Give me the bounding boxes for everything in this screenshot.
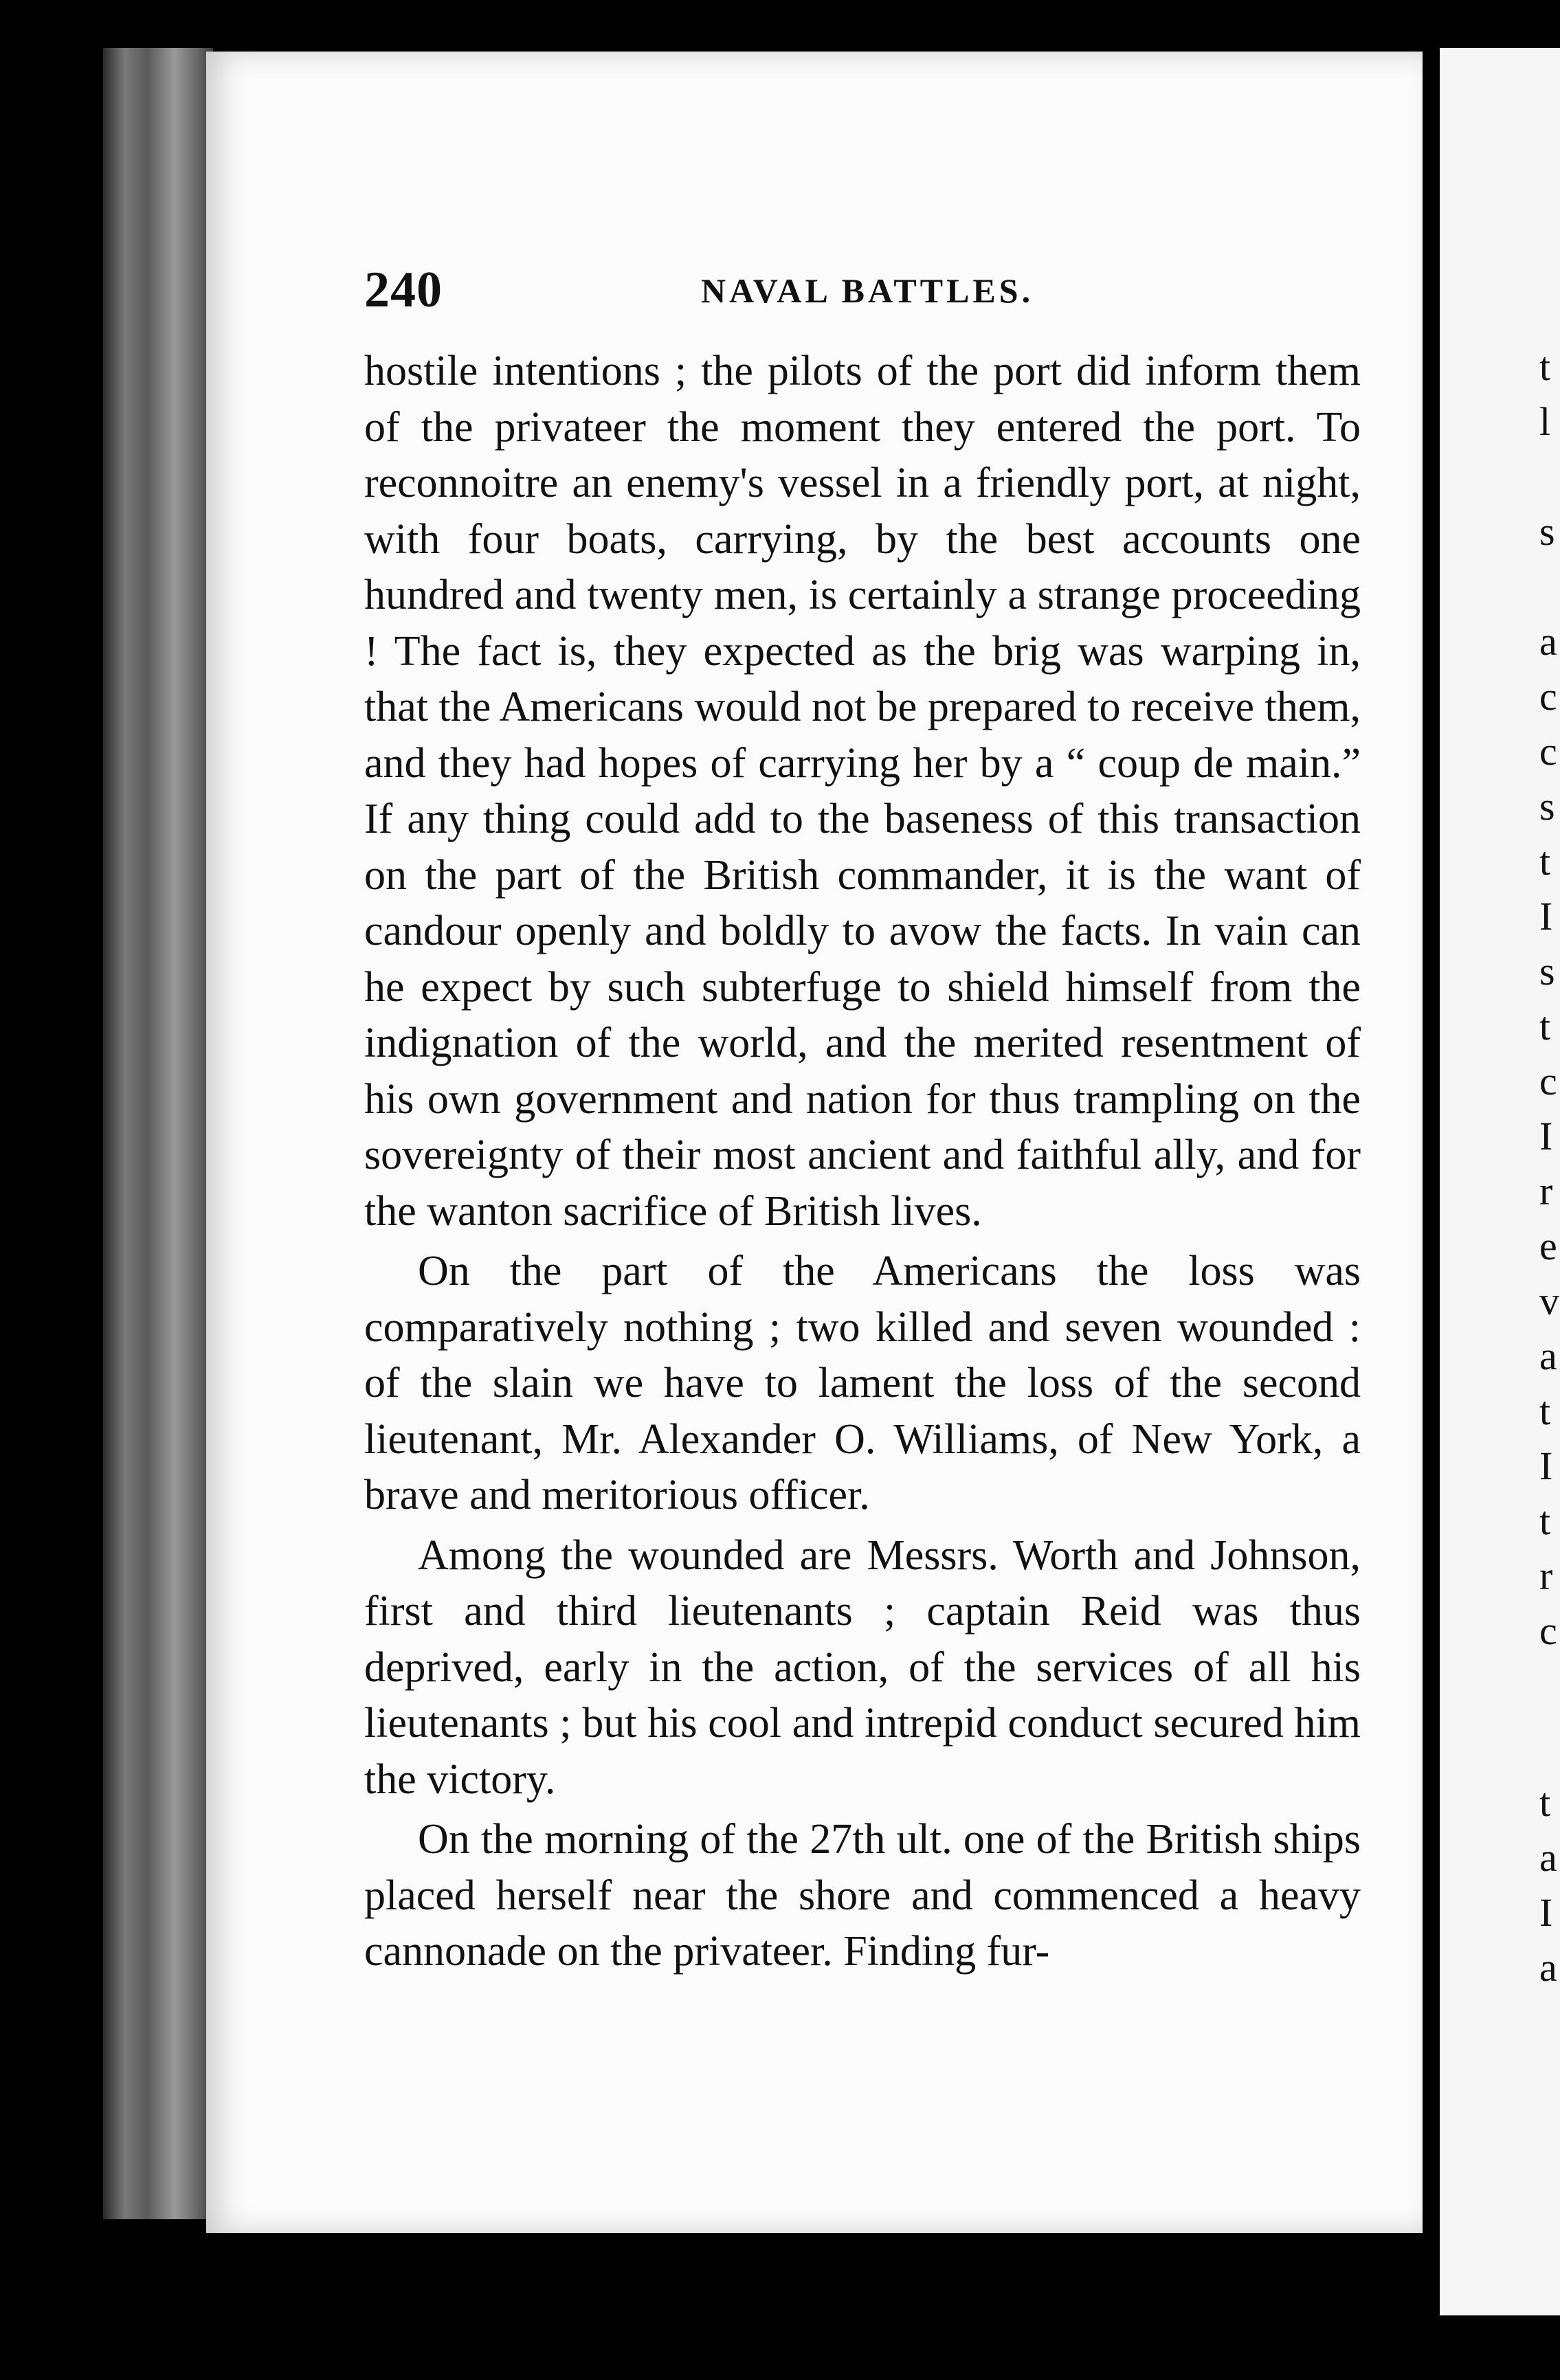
facing-page-fragment: l bbox=[1539, 399, 1551, 444]
facing-page-fragment: I bbox=[1539, 1890, 1553, 1935]
facing-page-fragment: t bbox=[1539, 1004, 1551, 1048]
facing-page-fragment: c bbox=[1539, 729, 1557, 774]
facing-page-fragment: t bbox=[1539, 1498, 1551, 1543]
facing-page-fragment: a bbox=[1539, 619, 1557, 664]
page-number: 240 bbox=[364, 262, 443, 318]
body-text bbox=[364, 344, 1361, 1980]
paragraph: hostile intentions ; the pilots of the port did inform them of the privateer the moment they entered the port. To reconnoitre an enemy's vessel in a friendly port, at night, with four boats, carrying, by the best accounts one hundred and twenty men, is certainly a strange proceeding ! The fact is, they expected as the brig was warping in, that the Americans would not be prepared to receive them, and they had hopes of carrying her by a “ coup de main.” If any thing could add to the baseness of this transaction on the part of the British commander, it is the want of candour openly and boldly to avow the facts. In vain can he expect by such subterfuge to shield himself from the indignation of the world, and the merited resentment of his own government and nation for thus trampling on the sovereignty of their most ancient and faithful ally, and for the wanton sacrifice of British lives. bbox=[364, 348, 1361, 1235]
facing-page bbox=[1440, 48, 1560, 2315]
facing-page-fragment: s bbox=[1539, 949, 1555, 993]
facing-page-fragment: t bbox=[1539, 839, 1551, 884]
page-edge bbox=[103, 48, 213, 2219]
facing-page-fragment: r bbox=[1539, 1553, 1553, 1598]
facing-page-fragment: s bbox=[1539, 784, 1555, 829]
facing-page-fragment: c bbox=[1539, 674, 1557, 719]
paragraph: On the morning of the 27th ult. one of the British ships placed herself near the shore and commenced a heavy cannonade on the privateer. Finding fur- bbox=[364, 1816, 1361, 1975]
facing-page-fragment: I bbox=[1539, 1114, 1553, 1158]
facing-page-fragment: t bbox=[1539, 344, 1551, 389]
facing-page-fragment: s bbox=[1539, 509, 1555, 554]
paragraph: On the part of the Americans the loss was comparatively nothing ; two killed and seven wounded : of the slain we have to lament the loss of the second lieutenant, Mr. Alexander O. Williams, of New York, a brave and meritorious officer. bbox=[364, 1248, 1361, 1518]
facing-page-fragment: v bbox=[1539, 1279, 1559, 1323]
facing-page-fragment: e bbox=[1539, 1224, 1557, 1268]
facing-page-fragment: a bbox=[1539, 1334, 1557, 1378]
facing-page-fragment: c bbox=[1539, 1608, 1557, 1653]
facing-page-fragment: I bbox=[1539, 894, 1553, 939]
facing-page-fragment: I bbox=[1539, 1444, 1553, 1488]
facing-page-fragment: a bbox=[1539, 1835, 1557, 1880]
paragraph: Among the wounded are Messrs. Worth and Johnson, first and third lieutenants ; captain Reid was thus deprived, early in the action, of the services of all his lieutenants ; but his cool and intrepid conduct secured him the victory. bbox=[364, 1531, 1361, 1803]
facing-page-fragment: r bbox=[1539, 1169, 1553, 1213]
page-heading: NAVAL BATTLES. bbox=[701, 271, 1034, 310]
facing-page-fragment: t bbox=[1539, 1780, 1551, 1825]
facing-page-fragment: a bbox=[1539, 1945, 1557, 1990]
facing-page-fragment: t bbox=[1539, 1389, 1551, 1433]
facing-page-fragment: c bbox=[1539, 1059, 1557, 1103]
